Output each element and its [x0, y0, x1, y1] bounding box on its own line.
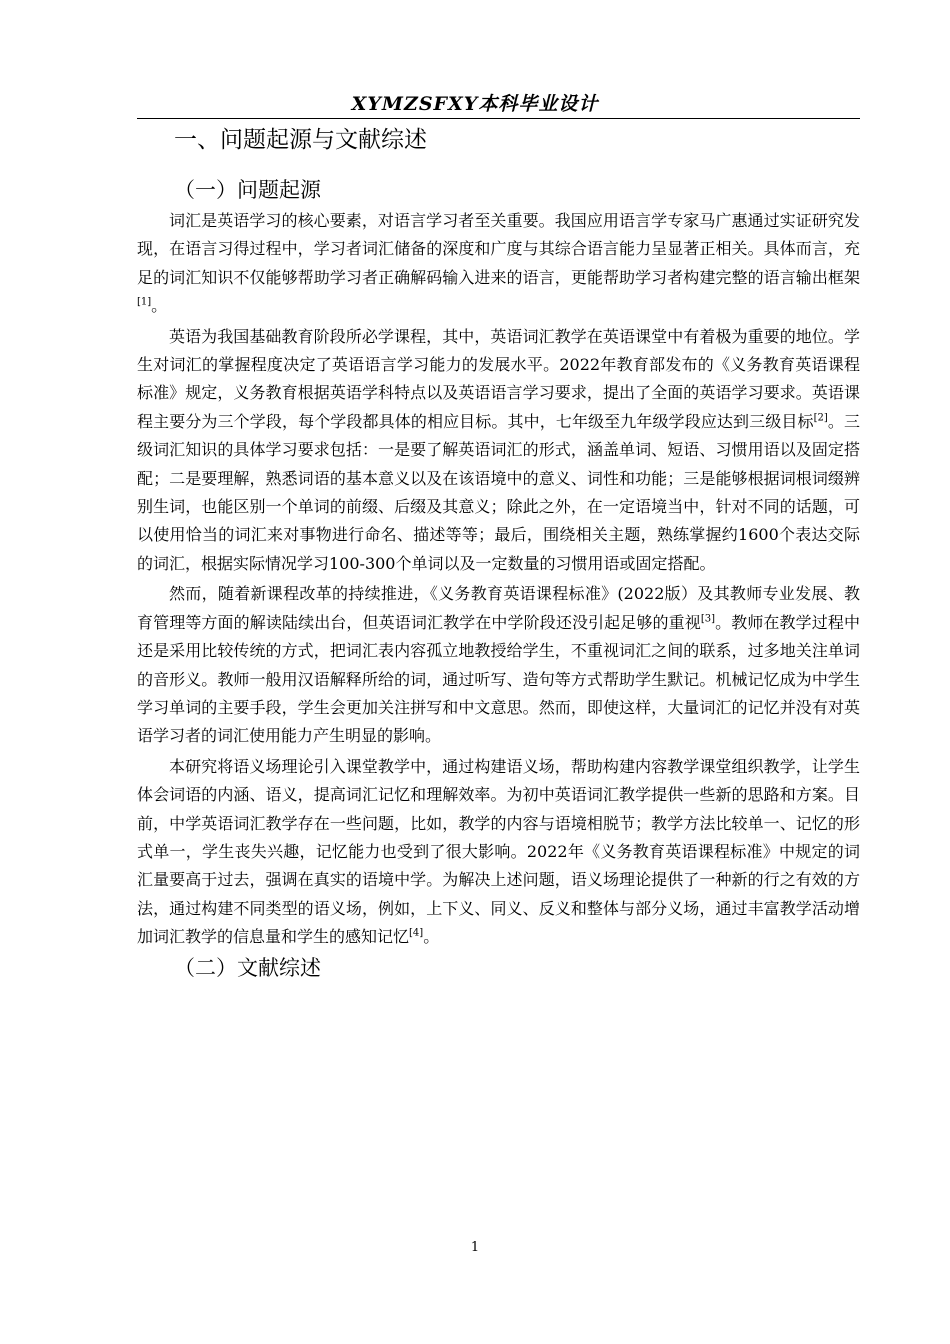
- paragraph-3-text: 然而，随着新课程改革的持续推进，《义务教育英语课程标准》(2022版）及其教师专业发展、教育管理等方面的解读陆续出台，但英语词汇教学在中学阶段还没引起足够的重视: [137, 584, 860, 632]
- header-rule: [137, 118, 860, 119]
- paragraph-3-end: 。教师在教学过程中还是采用比较传统的方式，把词汇表内容孤立地教授给学生，不重视词汇之间的联系，过多地关注单词的音形义。教师一般用汉语解释所给的词，通过听写、造句等方式帮助学生默记。机械记忆成为中学生学习单词的主要手段，学生会更加关注拼写和中文意思。然而，即使这样，大量词汇的记忆并没有对英语学习者的词汇使用能力产生明显的影响。: [137, 612, 860, 746]
- paragraph-2: [137, 323, 860, 579]
- paragraph-2-text: 英语为我国基础教育阶段所必学课程，其中，英语词汇教学在英语课堂中有着极为重要的地位。学生对词汇的掌握程度决定了英语语言学习能力的发展水平。2022年教育部发布的《义务教育英语课程标准》规定，义务教育根据英语学科特点以及英语语言学习要求，提出了全面的英语学习要求。英语课程主要分为三个学段，每个学段都具体的相应目标。其中，七年级至九年级学段应达到三级目标: [137, 326, 860, 431]
- paragraph-4-text: 本研究将语义场理论引入课堂教学中，通过构建语义场，帮助构建内容教学课堂组织教学，让学生体会词语的内涵、语义，提高词汇记忆和理解效率。为初中英语词汇教学提供一些新的思路和方案。目前，中学英语词汇教学存在一些问题，比如，教学的内容与语境相脱节；教学方法比较单一、记忆的形式单一，学生丧失兴趣，记忆能力也受到了很大影响。2022年《义务教育英语课程标准》中规定的词汇量要高于过去，强调在真实的语境中学。为解决上述问题，语义场理论提供了一种新的行之有效的方法，通过构建不同类型的语义场，例如，上下义、同义、反义和整体与部分义场，通过丰富教学活动增加词汇教学的信息量和学生的感知记忆: [137, 756, 860, 947]
- paragraph-1-text: 词汇是英语学习的核心要素，对语言学习者至关重要。我国应用语言学专家马广惠通过实证研究发现，在语言习得过程中，学习者词汇储备的深度和广度与其综合语言能力呈显著正相关。具体而言，充足的词汇知识不仅能够帮助学习者正确解码输入进来的语言，更能帮助学习者构建完整的语言输出框架: [137, 211, 860, 287]
- citation-1: [1]: [137, 296, 152, 308]
- paragraph-1-end: 。: [151, 296, 168, 316]
- citation-3: [3]: [700, 613, 715, 625]
- running-header: XYMZSFXY本科毕业设计: [351, 93, 599, 115]
- citation-4: [4]: [409, 927, 424, 939]
- paragraph-1: [137, 207, 860, 321]
- paragraph-4-end: 。: [423, 927, 440, 947]
- paragraph-4: [137, 753, 860, 952]
- paragraph-2-end: 。三级词汇知识的具体学习要求包括：一是要了解英语词汇的形式，涵盖单词、短语、习惯用语以及固定搭配；二是要理解，熟悉词语的基本意义以及在该语境中的意义、词性和功能；三是能够根据词根词缀辨别生词，也能区别一个单词的前缀、后缀及其意义；除此之外，在一定语境当中，针对不同的话题，可以使用恰当的词汇来对事物进行命名、描述等等；最后，围绕相关主题，熟练掌握约1600个表达交际的词汇，根据实际情况学习100-300个单词以及一定数量的习惯用语或固定搭配。: [137, 411, 860, 573]
- subsection-title-origin: （一）问题起源: [174, 178, 321, 202]
- subsection-title-literature-review: （二）文献综述: [174, 955, 321, 980]
- page-number: 1: [470, 1240, 480, 1255]
- citation-2: [2]: [813, 412, 828, 424]
- paragraph-3: [137, 580, 860, 750]
- section-title: 一、问题起源与文献综述: [174, 127, 427, 153]
- page-body: [137, 120, 860, 982]
